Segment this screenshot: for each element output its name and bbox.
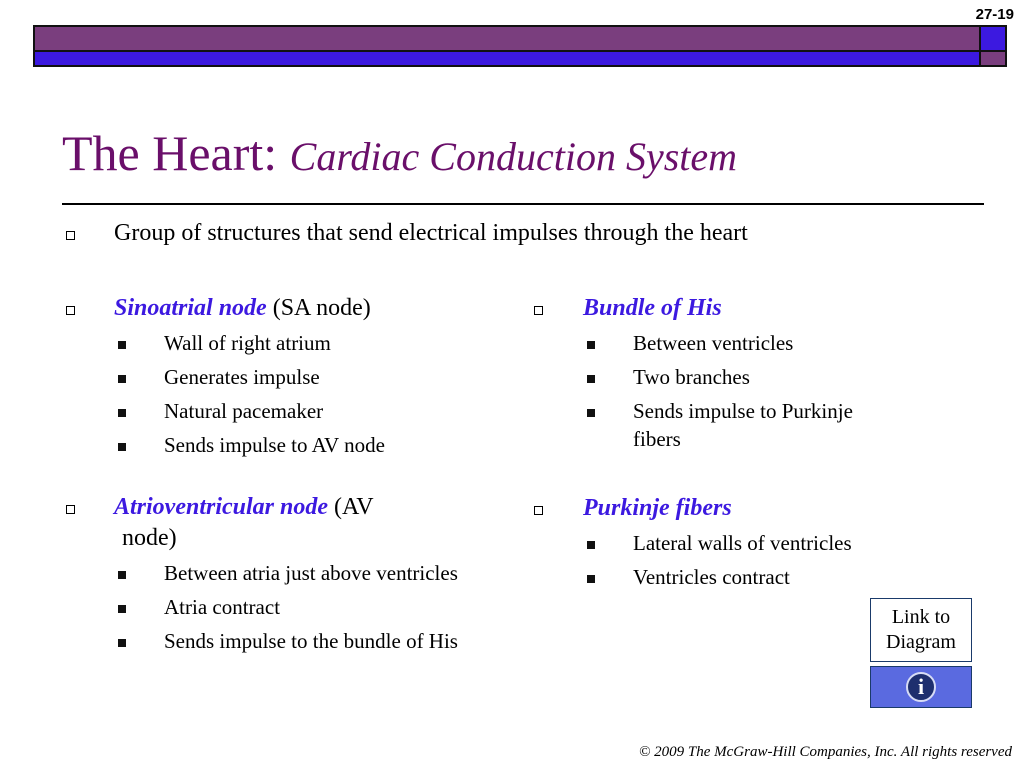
box-bullet-icon xyxy=(534,306,543,315)
box-bullet-icon xyxy=(66,505,75,514)
intro-text: Group of structures that send electrical impulses through the heart xyxy=(114,220,748,246)
link-to-diagram-button[interactable] xyxy=(870,598,972,662)
info-button[interactable] xyxy=(870,666,972,708)
info-icon: i xyxy=(906,672,936,702)
header-bar-purple xyxy=(33,25,981,52)
square-bullet-icon xyxy=(587,341,595,349)
purkinje-term: Purkinje fibers xyxy=(583,495,732,521)
sa-item: Natural pacemaker xyxy=(164,399,324,423)
link-label-line2: Diagram xyxy=(886,631,956,653)
sa-item: Wall of right atrium xyxy=(164,331,331,355)
his-item: Sends impulse to Purkinje xyxy=(633,399,853,423)
av-item: Between atria just above ventricles xyxy=(164,561,458,585)
square-bullet-icon xyxy=(587,409,595,417)
his-item: Between ventricles xyxy=(633,331,794,355)
av-suffix: (AV xyxy=(334,494,374,520)
header-square-blue xyxy=(979,25,1007,52)
page-title xyxy=(62,125,738,181)
square-bullet-icon xyxy=(587,575,595,583)
square-bullet-icon xyxy=(118,443,126,451)
sa-suffix: (SA node) xyxy=(272,295,371,321)
av-term: Atrioventricular node xyxy=(114,494,329,520)
av-item: Atria contract xyxy=(164,595,281,619)
square-bullet-icon xyxy=(118,571,126,579)
slide-number: 27-19 xyxy=(975,6,1014,23)
purkinje-item: Lateral walls of ventricles xyxy=(633,531,852,555)
box-bullet-icon xyxy=(66,231,75,240)
header-bar-blue xyxy=(33,50,981,67)
square-bullet-icon xyxy=(587,541,595,549)
his-item: Two branches xyxy=(633,365,750,389)
his-heading xyxy=(583,295,722,323)
square-bullet-icon xyxy=(587,375,595,383)
header-square-purple xyxy=(979,50,1007,67)
link-label-line1: Link to xyxy=(891,606,951,628)
box-bullet-icon xyxy=(66,306,75,315)
sa-item: Generates impulse xyxy=(164,365,320,389)
title-subtitle: Cardiac Conduction System xyxy=(289,134,738,179)
title-divider xyxy=(62,203,984,205)
sa-term: Sinoatrial node xyxy=(114,295,267,321)
purkinje-item: Ventricles contract xyxy=(633,565,790,589)
his-item-continued: fibers xyxy=(633,427,681,451)
box-bullet-icon xyxy=(534,506,543,515)
av-heading xyxy=(114,494,374,522)
sa-heading xyxy=(114,295,371,323)
purkinje-heading xyxy=(583,495,732,523)
av-item: Sends impulse to the bundle of His xyxy=(164,629,458,653)
av-suffix-continued: node) xyxy=(122,525,177,551)
square-bullet-icon xyxy=(118,375,126,383)
his-term: Bundle of His xyxy=(583,295,722,321)
title-main: The Heart: xyxy=(62,125,278,181)
square-bullet-icon xyxy=(118,409,126,417)
copyright-footer: © 2009 The McGraw-Hill Companies, Inc. All rights reserved xyxy=(638,744,1012,760)
square-bullet-icon xyxy=(118,639,126,647)
square-bullet-icon xyxy=(118,341,126,349)
square-bullet-icon xyxy=(118,605,126,613)
sa-item: Sends impulse to AV node xyxy=(164,433,385,457)
